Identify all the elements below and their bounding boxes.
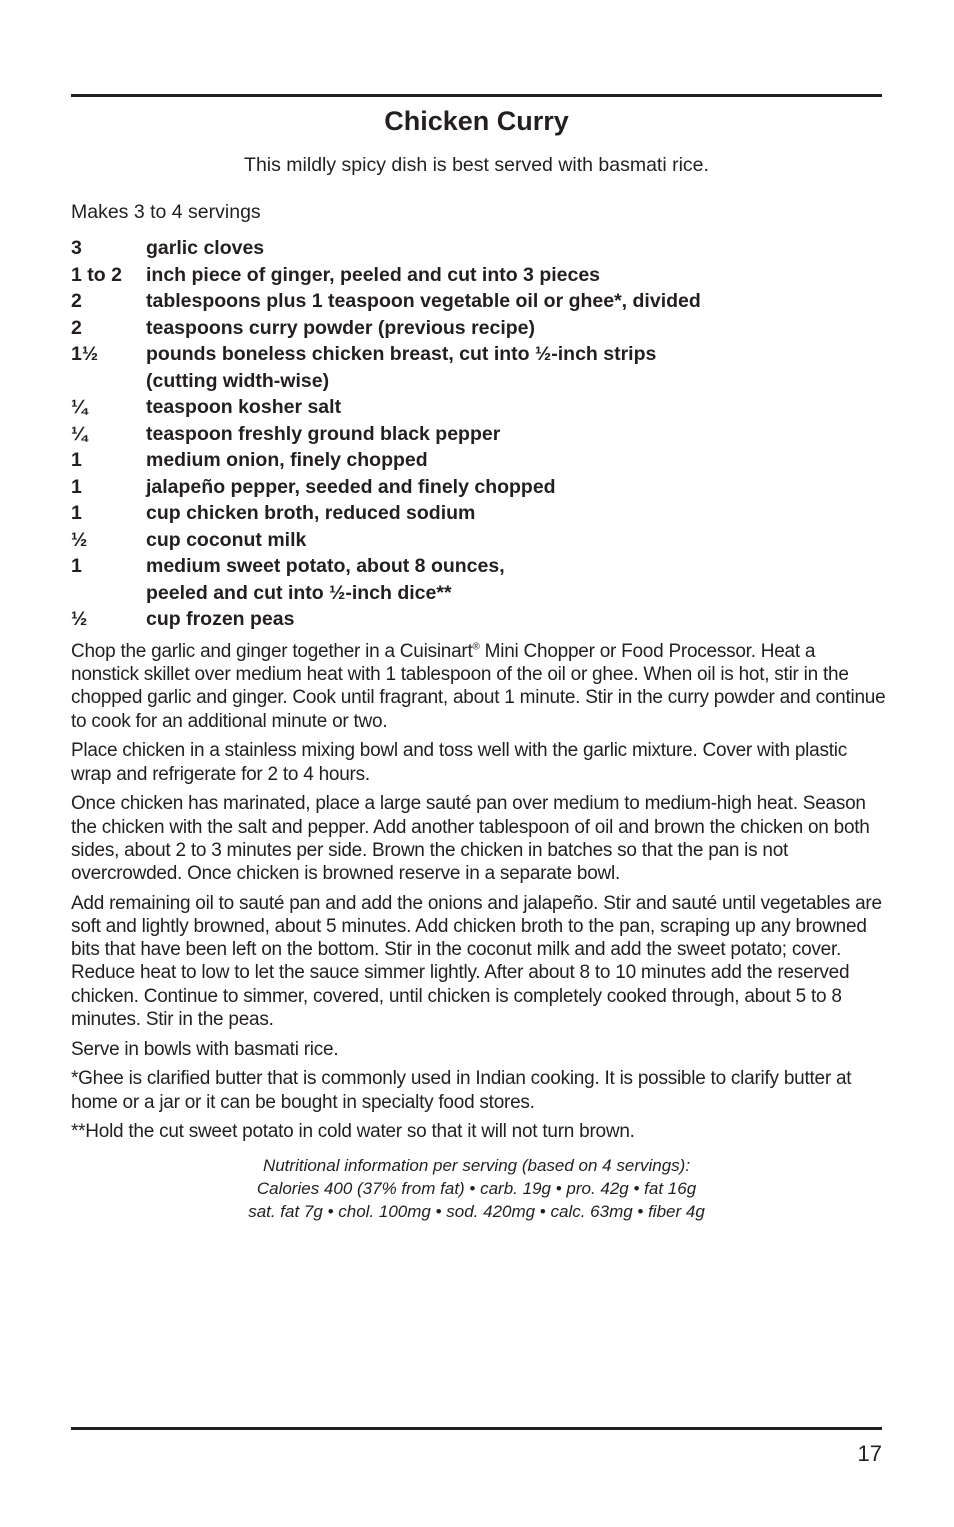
servings: Makes 3 to 4 servings [71, 201, 261, 223]
nutrition-line: sat. fat 7g • chol. 100mg • sod. 420mg • calc. 63mg • fiber 4g [248, 1202, 705, 1221]
method-step: Serve in bowls with basmati rice. [71, 1038, 339, 1060]
method-step: Chop the garlic and ginger together in a Cuisinart® Mini Chopper or Food Processor. Heat a nonstick skillet over medium heat with 1 tablespoon of the oil or ghee. When oil is hot, stir in the chopped garlic and ginger. Cook until fragrant, about 1 minute. Stir in the curry powder and continue to cook for an additional minute or two. [71, 641, 886, 732]
nutrition-line: Calories 400 (37% from fat) • carb. 19g • pro. 42g • fat 16g [256, 1179, 697, 1198]
ingredient-list [71, 235, 882, 633]
ingredient-item [71, 341, 882, 394]
ingredient-qty: ¼ [71, 396, 88, 418]
ingredient-qty: ¼ [71, 422, 88, 445]
ingredient-desc: cup chicken broth, reduced sodium [146, 502, 476, 524]
ingredient-qty: 1 [71, 449, 82, 471]
ingredient-qty: 1 to 2 [71, 263, 122, 286]
ingredient-desc: medium onion, finely chopped [146, 449, 428, 471]
recipe-subtitle: This mildly spicy dish is best served with basmati rice. [244, 154, 709, 176]
top-rule [71, 94, 882, 97]
ingredient-qty: ½ [71, 528, 88, 551]
ingredient-item [71, 447, 882, 474]
ingredient-item [71, 527, 882, 554]
ingredient-qty: 1½ [71, 343, 99, 365]
ingredient-item [71, 606, 882, 633]
ingredient-qty: 1 [71, 555, 82, 577]
ingredient-desc: jalapeño pepper, seeded and finely chopped [146, 475, 556, 498]
ingredient-desc: teaspoon freshly ground black pepper [146, 422, 501, 445]
ingredient-item [71, 315, 882, 342]
method-step: Once chicken has marinated, place a large sauté pan over medium to medium-high heat. Season the chicken with the salt and pepper. Add another tablespoon of oil and brown the chicken on both sides, about 2 to 3 minutes per side. Brown the chicken in batches so that the pan is not overcrowded. Once chicken is browned reserve in a separate bowl. [71, 793, 870, 885]
ingredient-item [71, 288, 882, 315]
ingredient-qty: 1 [71, 502, 82, 524]
ingredient-desc: pounds boneless chicken breast, cut into ½-inch strips (cutting width-wise) [146, 343, 657, 392]
bottom-rule [71, 1427, 882, 1430]
method-section [71, 640, 886, 1150]
ingredient-item [71, 421, 882, 448]
nutrition-info [71, 1154, 882, 1223]
registered-mark: ® [472, 641, 480, 653]
ingredient-desc: teaspoon kosher salt [146, 396, 342, 418]
ingredient-desc: cup frozen peas [146, 608, 295, 630]
ingredient-item [71, 394, 882, 421]
ingredient-item [71, 235, 882, 262]
method-step: Add remaining oil to sauté pan and add the onions and jalapeño. Stir and sauté until vegetables are soft and lightly browned, about 5 minutes. Add chicken broth to the pan, scraping up any browned bits that have been left on the bottom. Stir in the coconut milk and add the sweet potato; cover. Reduce heat to low to let the sauce simmer lightly. After about 8 to 10 minutes add the reserved chicken. Continue to simmer, covered, until chicken is completely cooked through, about 5 to 8 minutes. Stir in the peas. [71, 892, 882, 1030]
ingredient-desc: teaspoons curry powder (previous recipe) [146, 316, 536, 339]
ingredient-qty: ½ [71, 608, 88, 630]
footnote-sweet-potato: **Hold the cut sweet potato in cold water so that it will not turn brown. [71, 1121, 635, 1143]
ingredient-item [71, 500, 882, 527]
ingredient-qty: 2 [71, 290, 82, 312]
ingredient-item [71, 553, 882, 606]
method-step: Place chicken in a stainless mixing bowl and toss well with the garlic mixture. Cover with plastic wrap and refrigerate for 2 to 4 hours. [71, 740, 847, 785]
ingredient-qty: 2 [71, 316, 82, 339]
ingredient-qty: 1 [71, 475, 82, 498]
ingredient-qty: 3 [71, 237, 82, 259]
nutrition-line: Nutritional information per serving (based on 4 servings): [262, 1156, 691, 1175]
ingredient-desc: cup coconut milk [146, 528, 307, 551]
ingredient-desc: tablespoons plus 1 teaspoon vegetable oil or ghee*, divided [146, 290, 701, 312]
recipe-title: Chicken Curry [384, 106, 569, 136]
ingredient-desc: medium sweet potato, about 8 ounces, peeled and cut into ½-inch dice** [146, 555, 505, 604]
ingredient-item [71, 474, 882, 501]
page-number: 17 [857, 1441, 882, 1466]
ingredient-item [71, 262, 882, 289]
ingredient-desc: inch piece of ginger, peeled and cut into 3 pieces [146, 263, 601, 286]
ingredient-desc: garlic cloves [146, 237, 265, 259]
footnote-ghee: *Ghee is clarified butter that is commonly used in Indian cooking. It is possible to clarify butter at home or a jar or it can be bought in specialty food stores. [71, 1068, 852, 1113]
